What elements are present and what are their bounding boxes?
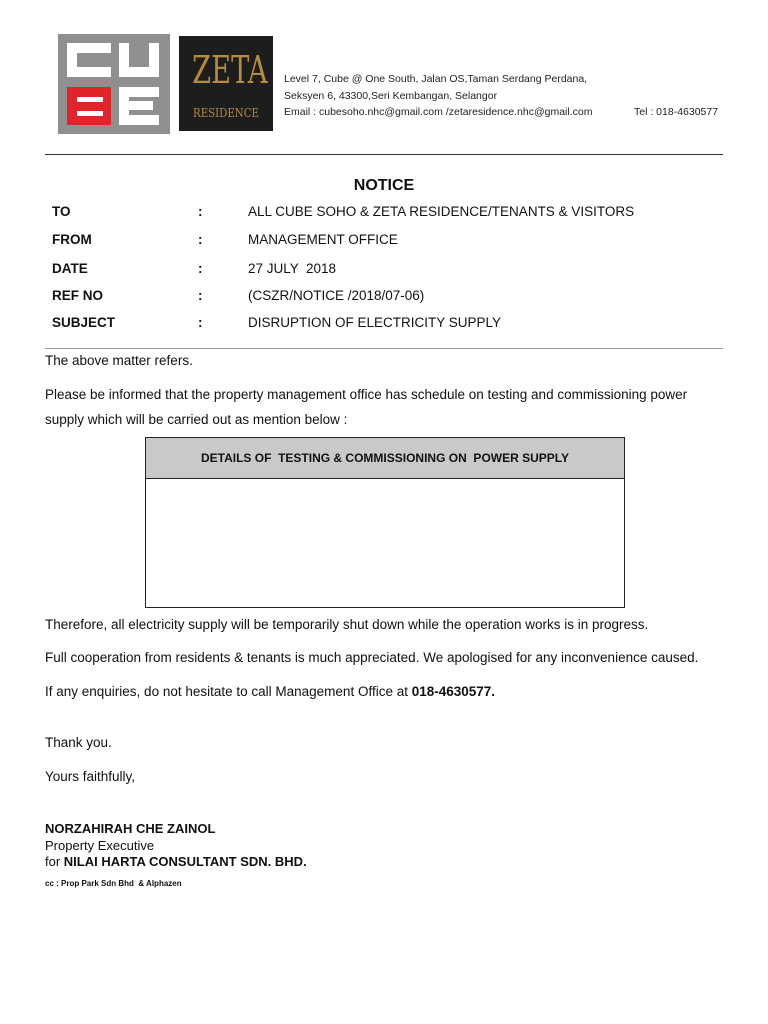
field-value-ref-no: (CSZR/NOTICE /2018/07-06) — [248, 288, 425, 303]
email-line: Email : cubesoho.nhc@gmail.com /zetaresidence.nhc@gmail.com — [284, 106, 593, 118]
zeta-residence-logo — [179, 36, 273, 131]
header-divider — [45, 154, 723, 155]
field-colon: : — [198, 288, 203, 303]
field-value-subject: DISRUPTION OF ELECTRICITY SUPPLY — [248, 315, 502, 330]
field-label-ref-no: REF NO — [52, 288, 104, 303]
signatory-name: NORZAHIRAH CHE ZAINOL — [45, 821, 216, 836]
cube-logo — [58, 34, 170, 134]
paragraph-enquiries — [45, 679, 495, 704]
zeta-logo-sub: RESIDENCE — [193, 106, 259, 120]
field-label-subject: SUBJECT — [52, 315, 116, 330]
paragraph-intro: The above matter refers. — [45, 353, 193, 368]
details-table — [145, 437, 625, 608]
field-value-from: MANAGEMENT OFFICE — [248, 232, 398, 247]
field-colon: : — [198, 232, 203, 247]
cc-line: cc : Prop Park Sdn Bhd & Alphazen — [45, 879, 182, 888]
field-label-from: FROM — [52, 232, 92, 247]
enquiries-phone: 018-4630577. — [411, 684, 496, 699]
field-colon: : — [198, 315, 203, 330]
field-value-date: 27 JULY 2018 — [248, 261, 337, 276]
enquiries-text: If any enquiries, do not hesitate to call Management Office at — [45, 684, 412, 699]
thanks-line: Thank you. — [45, 735, 112, 750]
telephone-line: Tel : 018-4630577 — [634, 106, 719, 118]
address-line-1: Level 7, Cube @ One South, Jalan OS,Taman Serdang Perdana, — [284, 73, 588, 85]
paragraph-info-line-1: Please be informed that the property management office has schedule on testing and commissioning power — [45, 387, 688, 402]
field-value-to: ALL CUBE SOHO & ZETA RESIDENCE/TENANTS & VISITORS — [248, 204, 635, 219]
signatory-company — [45, 854, 307, 869]
paragraph-info-line-2: supply which will be carried out as mention below : — [45, 412, 348, 427]
details-table-header-text: DETAILS OF TESTING & COMMISSIONING ON POWER SUPPLY — [200, 451, 570, 465]
field-label-date: DATE — [52, 261, 88, 276]
address-line-2: Seksyen 6, 43300,Seri Kembangan, Selangor — [284, 90, 498, 102]
zeta-logo-word: ZETA — [192, 48, 268, 92]
field-colon: : — [198, 261, 203, 276]
closing-line: Yours faithfully, — [45, 769, 136, 784]
company-prefix: for — [45, 854, 64, 869]
field-colon: : — [198, 204, 203, 219]
field-label-to: TO — [52, 204, 71, 219]
paragraph-cooperation: Full cooperation from residents & tenants is much appreciated. We apologised for any inconvenience caused. — [45, 650, 699, 665]
paragraph-shutdown: Therefore, all electricity supply will be temporarily shut down while the operation works is in progress. — [45, 617, 649, 632]
details-table-header — [146, 438, 624, 479]
company-name: NILAI HARTA CONSULTANT SDN. BHD. — [63, 854, 307, 869]
notice-title: NOTICE — [353, 177, 415, 194]
signatory-title: Property Executive — [45, 838, 155, 853]
